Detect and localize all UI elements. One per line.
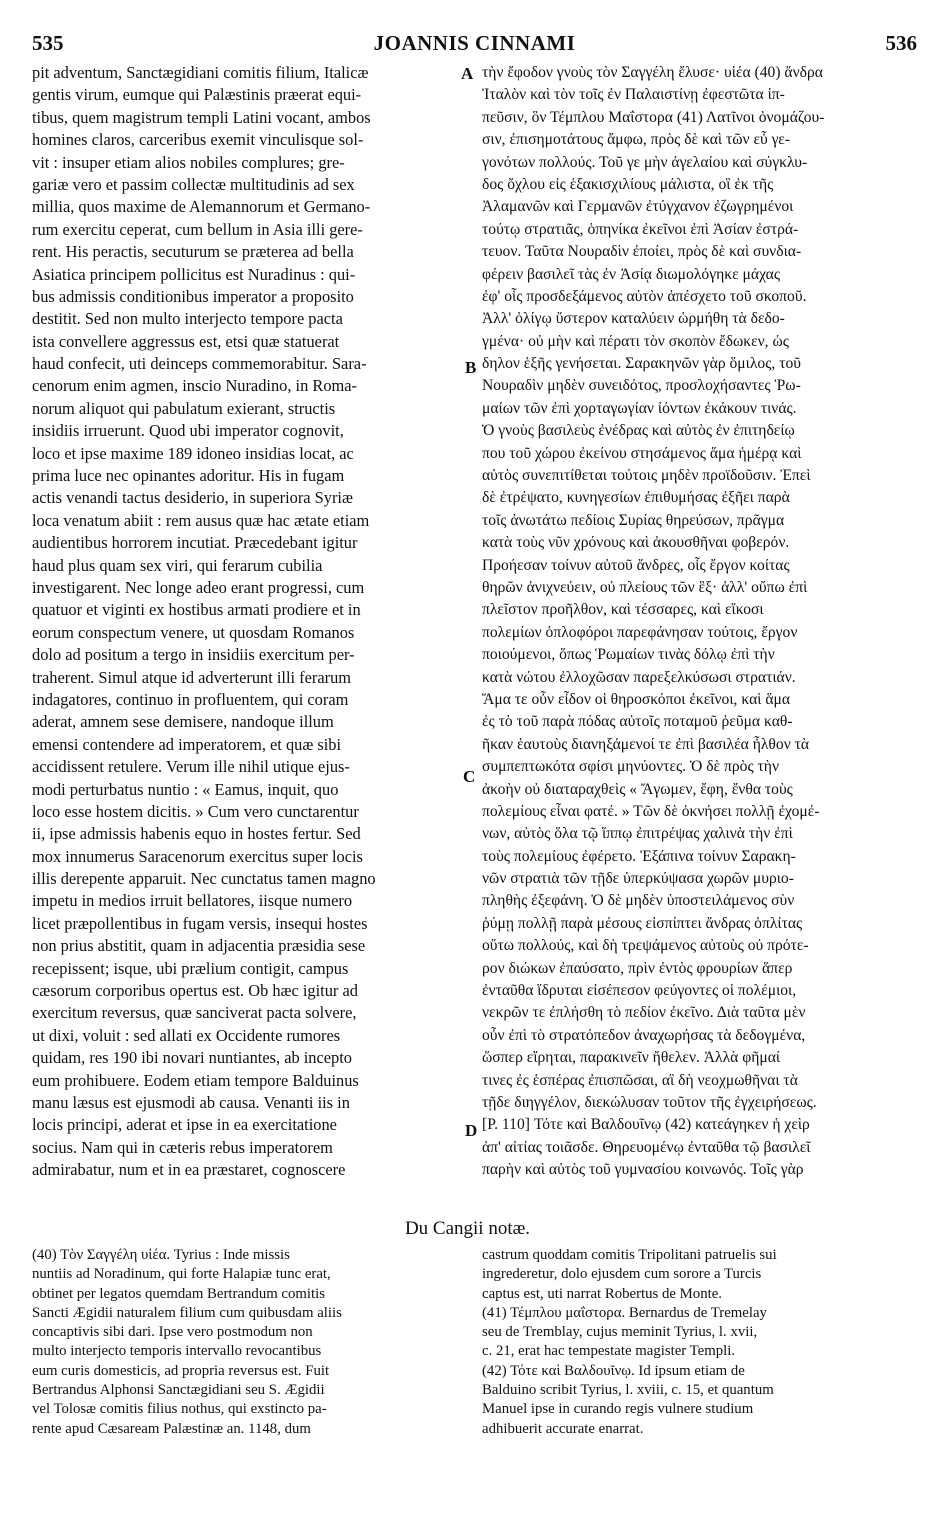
greek-text-line: ἐς τὸ τοῦ παρὰ πόδας αὐτοῖς ποταμοῦ ῥεῦμα καθ-: [482, 713, 793, 731]
latin-text-line: non prius abstitit, quam in adjacentia præsidia sese: [32, 936, 366, 956]
note-right-line: (41) Τέμπλου μαΐστορα. Bernardus de Tremelay: [482, 1304, 767, 1321]
greek-text-line: νων, αὐτὸς ὅλα τῷ ἵππῳ ἐπιτρέψας χαλινὰ τὴν ἐπὶ: [482, 825, 793, 843]
greek-text-line: Ἅμα τε οὖν εἶδον οἱ θηροσκόποι ἐκεῖνοι, καὶ ἅμα: [482, 690, 791, 708]
note-left-line: nuntiis ad Noradinum, qui forte Halapiæ tunc erat,: [32, 1266, 331, 1283]
greek-text-line: ἀκοὴν οὐ διαταραχθεὶς « Ἄγωμεν, ἔφη, ἔνθα τοὺς: [482, 780, 793, 798]
latin-text-line: modi perturbatus nuntio : « Eamus, inquit, quo: [32, 779, 339, 799]
note-right-line: ingrederetur, dolo ejusdem cum sorore a Turcis: [482, 1266, 762, 1283]
greek-text-line: Ὁ γνοὺς βασιλεὺς ἐνέδρας καὶ αὐτὸς ἐν ἐπιτηδείῳ: [482, 422, 795, 440]
latin-text-line: audientibus horrorem incutiat. Præcedebant igitur: [32, 533, 358, 553]
note-left-line: obtinet per legatos quemdam Bertrandum comitis: [32, 1285, 325, 1302]
latin-text-line: actis venandi tactus desiderio, in superiora Syriæ: [32, 488, 353, 508]
greek-text-line: Ἀλαμανῶν καὶ Γερμανῶν ἐτύγχανον ἐζωγρημένοι: [482, 198, 794, 216]
greek-text-line: ῥύμῃ πολλῇ παρὰ μέσους εἰσπίπτει ἄνδρας ὁπλίτας: [482, 914, 803, 932]
latin-text-line: ista convellere aggressus est, etsi quæ statuerat: [32, 331, 340, 351]
note-left-line: Sancti Ægidii naturalem filium cum quibusdam aliis: [32, 1304, 342, 1321]
greek-text-line: κατὰ τοὺς νῦν χρόνους καὶ ἀκουσθῆναι φοβερόν.: [482, 534, 790, 552]
greek-text-line: ποιούμενοι, ὅπως Ῥωμαίων τινὰς δόλῳ ἐπὶ τὴν: [482, 646, 775, 664]
greek-text-line: δὲ ἐτρέψατο, κυνηγεσίων ἐπιθυμήσας ἐξῆει παρὰ: [482, 489, 790, 507]
greek-text-line: τευον. Ταῦτα Νουραδὶν ἐποίει, πρὸς δὲ καὶ συνδια-: [482, 243, 802, 261]
latin-text-line: cæsorum corporibus opertus est. Ob hæc igitur ad: [32, 981, 358, 1001]
greek-text-line: κατὰ νώτου ἐλλοχῶσαν παρεξελκύσωσι στρατιάν.: [482, 668, 796, 686]
latin-text-line: emensi contendere ad imperatorem, et quæ sibi: [32, 734, 342, 754]
greek-text-line: μαίων τῶν ἐπὶ χορταγωγίαν ἰόντων ἐκάκουν τινάς.: [482, 399, 797, 417]
latin-column: [32, 62, 456, 1182]
greek-text-line: σιν, ἐπισημοτάτους ἄμφω, πρὸς δὲ καὶ τῶν εὖ γε-: [482, 131, 790, 149]
greek-text-line: πληθὴς ἐξεφάνη. Ὁ δὲ μηδὲν ὑποστειλάμενος σὺν: [482, 892, 795, 910]
greek-text-line: που τοῦ χώρου ἐκείνου στησάμενος ἅμα ἡμέρᾳ καὶ: [482, 444, 802, 462]
latin-text-line: loco esse hostem dicitis. » Cum vero cunctarentur: [32, 801, 359, 821]
greek-text-line: συμπεπτωκότα σφίσι μηνύοντες. Ὁ δὲ πρὸς τὴν: [482, 758, 780, 776]
note-right-line: Manuel ipse in curando regis vulnere studium: [482, 1401, 754, 1418]
latin-text-line: loca venatum abiit : rem ausus quæ hac ætate etiam: [32, 510, 370, 530]
greek-text-line: φέρειν βασιλεῖ τὰς ἐν Ἀσίᾳ διωμολόγηκε μάχας: [482, 265, 780, 283]
greek-text-line: Ἀλλ' ὀλίγῳ ὕστερον καταλύειν ὡρμήθη τὰ δεδο-: [482, 310, 785, 328]
greek-text-line: δος ὄχλου εἰς ἑξακισχιλίους μάλιστα, οἳ ἐκ τῆς: [482, 175, 774, 193]
running-title: JOANNIS CINNAMI: [373, 30, 576, 55]
margin-marker-c: C: [463, 767, 476, 786]
greek-text-line: τοῖς ἀνωτάτω πεδίοις Συρίας θηρεύσων, πρᾶγμα: [482, 511, 785, 529]
right-page-number: 536: [885, 30, 917, 55]
latin-text-line: rent. His peractis, secuturum se præterea ad bella: [32, 242, 354, 262]
greek-text-line: ρον διώκων ἐπαύσατο, πρὶν ἐντὸς φρουρίων ἅπερ: [482, 959, 793, 977]
latin-text-line: manu læsus est ejusmodi ab causa. Venanti iis in: [32, 1092, 350, 1112]
note-left-line: (40) Τὸν Σαγγέλη υἱέα. Tyrius : Inde missis: [32, 1247, 290, 1263]
greek-text-line: νεκρῶν τε ἐπλήσθη τὸ πεδίον ἐκεῖνο. Διὰ ταῦτα μὲν: [482, 1004, 806, 1022]
greek-column: [482, 62, 922, 1182]
latin-text-line: gentis virum, eumque qui Palæstinis præerat equi-: [32, 85, 362, 105]
note-left-line: rente apud Cæsaream Palæstinæ an. 1148, dum: [32, 1420, 311, 1437]
latin-text-line: cenorum enim agmen, inscio Nuradino, in Roma-: [32, 376, 358, 396]
latin-text-line: accidissent retulere. Verum ille nihil utique ejus-: [32, 757, 350, 777]
left-page-number: 535: [32, 30, 64, 55]
latin-text-line: socius. Nam qui in cæteris rebus imperatorem: [32, 1137, 333, 1157]
greek-text-line: γονότων πολλούς. Τοῦ γε μὴν ἀγελαίου καὶ σύγκλυ-: [482, 153, 808, 171]
greek-text-line: Νουραδὶν μηδὲν συνειδότος, προσλοχήσαντες Ῥω-: [482, 377, 801, 395]
running-header: [32, 30, 917, 56]
note-right-line: (42) Τότε καὶ Βαλδουῖνῳ. Id ipsum etiam de: [482, 1362, 745, 1379]
greek-text-line: ἐνταῦθα ἵδρυται εἰσέπεσον φεύγοντες οἱ πολέμιοι,: [482, 982, 797, 1000]
greek-text-line: Προήεσαν τοίνυν αὐτοῦ ἄνδρες, οἷς ἔργον κοίτας: [482, 556, 790, 574]
note-right-line: captus est, uti narrat Robertus de Monte.: [482, 1285, 722, 1302]
latin-text-line: traherent. Simul atque id adverterunt illi ferarum: [32, 667, 352, 687]
note-right-line: adhibuerit accurate enarrat.: [482, 1420, 644, 1437]
greek-text-line: [P. 110] Τότε καὶ Βαλδουῖνῳ (42) κατεάγηκεν ἡ χεὶρ: [482, 1116, 810, 1134]
latin-text-line: admirabatur, num et in ea præstaret, cognoscere: [32, 1160, 346, 1180]
notes-heading: Du Cangii notæ.: [404, 1218, 531, 1239]
latin-text-line: ut dixi, voluit : sed allati ex Occidente rumores: [32, 1025, 341, 1045]
latin-text-line: homines claros, carceribus exemit vinculisque sol-: [32, 130, 364, 150]
latin-text-line: aderat, amnem sese demisere, nandoque illum: [32, 712, 334, 732]
greek-text-line: πεῦσιν, ὃν Τέμπλου Μαΐστορα (41) Λατῖνοι ὀνομάζου-: [482, 108, 825, 126]
latin-text-line: recepissent; isque, ubi prælium contigit, campus: [32, 958, 349, 978]
margin-marker-d: D: [465, 1121, 478, 1140]
note-left-line: Bertrandus Alphonsi Sanctægidiani seu S. Ægidii: [32, 1382, 325, 1399]
greek-text-line: ῆκαν ἑαυτοὺς διανηξάμενοί τε ἐπὶ βασιλέα ἦλθον τὰ: [482, 735, 810, 753]
latin-text-line: Asiatica principem pollicitus est Nuradinus : qui-: [32, 264, 356, 284]
greek-text-line: τῇδε διηγγέλον, διεκώλυσαν τοῦτον τῆς ἐγχειρήσεως.: [482, 1093, 817, 1111]
greek-text-line: οὖν ἐπὶ τὸ στρατόπεδον ἀναχωρήσας τὰ δεδογμένα,: [482, 1026, 806, 1044]
latin-text-line: rum exercitu ceperat, cum bellum in Asia illi gere-: [32, 219, 363, 239]
greek-text-line: πλεῖστον προῆλθον, καὶ τέσσαρες, καὶ εἴκοσι: [482, 601, 764, 619]
greek-text-line: πολεμίων ὁπλοφόροι παρεφάνησαν τούτοις, ἔργον: [482, 623, 798, 641]
latin-text-line: locis principi, aderat et ipse in ea exercitatione: [32, 1115, 337, 1135]
note-left-line: vel Tolosæ comitis filius nothus, qui exstincto pa-: [32, 1401, 327, 1418]
latin-text-line: indagatores, continuo in profluentem, qui coram: [32, 689, 349, 709]
latin-text-line: pit adventum, Sanctægidiani comitis filium, Italicæ: [32, 63, 369, 82]
greek-text-line: οὕτω πολλούς, καὶ δὴ τρεψάμενος αὐτοὺς οὐ πρότε-: [482, 937, 809, 955]
greek-text-line: θηρῶν ἀνιχνεύειν, οὐ πλείους τῶν ἓξ· ἀλλ' οὔπω ἐπὶ: [482, 578, 808, 596]
greek-text-line: πολεμίους εἶναι φατέ. » Τῶν δὲ ὀκνήσει πολλῇ ἐχομέ-: [482, 802, 820, 820]
latin-text-line: eorum conspectum venere, ut quosdam Romanos: [32, 622, 355, 642]
latin-text-line: gariæ vero et passim collectæ multitudinis ad sex: [32, 174, 355, 194]
note-right-line: c. 21, erat hac tempestate magister Templi.: [482, 1343, 736, 1360]
latin-text-line: exercitum reversus, quæ sanciverat pacta solvere,: [32, 1003, 357, 1023]
margin-marker-b: B: [465, 358, 477, 377]
latin-text-line: licet præpollentibus in fugam versis, insequi hostes: [32, 913, 368, 933]
note-left-line: eum curis domesticis, ad propria reversus est. Fuit: [32, 1362, 330, 1379]
note-left-line: multo interjecto temporis intervallo revocantibus: [32, 1343, 322, 1360]
note-right-line: castrum quoddam comitis Tripolitani patruelis sui: [482, 1247, 777, 1263]
latin-text-line: impetu in medios irruit bellatores, iisque numero: [32, 891, 353, 911]
latin-text-line: prima luce nec opinantes adoritur. His in fugam: [32, 466, 345, 486]
margin-marker-a: A: [461, 64, 474, 83]
notes-left-column: [32, 1246, 472, 1439]
greek-text-line: τοὺς πολεμίους ἐφέρετο. Ἐξάπινα τοίνυν Σαρακη-: [482, 847, 796, 865]
greek-text-line: ἀπ' αἰτίας τοιᾶσδε. Θηρευομένῳ ἐνταῦθα τῷ βασιλεῖ: [482, 1138, 811, 1156]
greek-text-line: γμένα· οὐ μὴν καὶ πέρατι τὸν σκοπὸν ἔδωκεν, ὡς: [482, 332, 789, 350]
greek-text-line: ἐφ' οἷς προσδεξάμενος αὐτὸν ἀπέσχετο τοῦ σκοποῦ.: [482, 287, 807, 305]
latin-text-line: ii, ipse admissis habenis equo in hostes fertur. Sed: [32, 824, 361, 844]
greek-text-line: Ἰταλὸν καὶ τὸν τοῖς ἐν Παλαιστίνῃ ἐφεστῶτα ἱπ-: [482, 86, 785, 104]
latin-text-line: investigarent. Nec longe adeo erant progressi, cum: [32, 577, 365, 597]
latin-text-line: quidam, res 190 ibi novari nuntiantes, ab incepto: [32, 1048, 353, 1068]
latin-text-line: bus admissis conditionibus imperator a proposito: [32, 286, 354, 306]
latin-text-line: millia, quos maxime de Alemannorum et Germano-: [32, 197, 371, 217]
greek-text-line: ὥσπερ εἴρηται, παρακινεῖν ἤθελεν. Ἀλλὰ φῆμαί: [482, 1049, 781, 1067]
latin-text-line: dolo ad positum a tergo in insidiis exercitum per-: [32, 645, 355, 665]
latin-text-line: haud confecit, uti deinceps commemorabitur. Sara-: [32, 354, 367, 374]
latin-text-line: norum aliquot qui pabulatum exierant, structis: [32, 398, 336, 418]
greek-text-line: τὴν ἔφοδον γνοὺς τὸν Σαγγέλη ἔλυσε· υἱέα (40) ἄνδρα: [482, 64, 823, 81]
latin-text-line: destitit. Sed non multo interjecto tempore pacta: [32, 309, 343, 329]
latin-text-line: eum prohibuere. Eodem etiam tempore Balduinus: [32, 1070, 359, 1090]
latin-text-line: illis derepente apparuit. Nec cunctatus tamen magno: [32, 869, 376, 889]
latin-text-line: haud plus quam sex viri, qui ferarum cubilia: [32, 555, 323, 575]
latin-text-line: quatuor et viginti ex hostibus armati prodiere et in: [32, 600, 361, 620]
latin-text-line: insidiis irruerunt. Quod ubi imperator cognovit,: [32, 421, 344, 441]
greek-text-line: αὐτὸς συνεπιτίθεται τούτοις μηδὲν προϊδοῦσιν. Ἐπεὶ: [482, 467, 811, 485]
note-right-line: Balduino scribit Tyrius, l. xviii, c. 15, et quantum: [482, 1382, 774, 1399]
greek-text-line: παρὴν καὶ αὐτὸς τοῦ γυμνασίου κοινωνός. Τοῖς γὰρ: [482, 1161, 804, 1179]
latin-text-line: tibus, quem magistrum templi Latini vocant, ambos: [32, 107, 371, 127]
greek-text-line: νῶν στρατιὰ τῶν τῇδε ὑπερκύψασα χωρῶν μυριο-: [482, 870, 794, 888]
greek-text-line: τούτῳ στρατιᾶς, ὁπηνίκα ἐκεῖνοι ἐπὶ Ἀσίαν ἐστρά-: [482, 220, 799, 238]
latin-text-line: loco et ipse maxime 189 idoneo insidias locat, ac: [32, 443, 354, 463]
greek-text-line: τινες ἐς ἑσπέρας ἐπισπῶσαι, αἳ δὴ νεοχμωθῆναι τὰ: [482, 1071, 798, 1089]
latin-text-line: vit : insuper etiam alios nobiles complures; gre-: [32, 152, 345, 172]
latin-text-line: mox innumerus Saracenorum exercitus super locis: [32, 846, 363, 866]
note-right-line: seu de Tremblay, cujus meminit Tyrius, l. xvii,: [482, 1324, 758, 1341]
greek-text-line: δηλον ἑξῆς γενήσεται. Σαρακηνῶν γὰρ ὅμιλος, τοῦ: [482, 355, 801, 373]
notes-right-column: [482, 1246, 922, 1439]
note-left-line: concaptivis sibi dari. Ipse vero postmodum non: [32, 1324, 313, 1341]
